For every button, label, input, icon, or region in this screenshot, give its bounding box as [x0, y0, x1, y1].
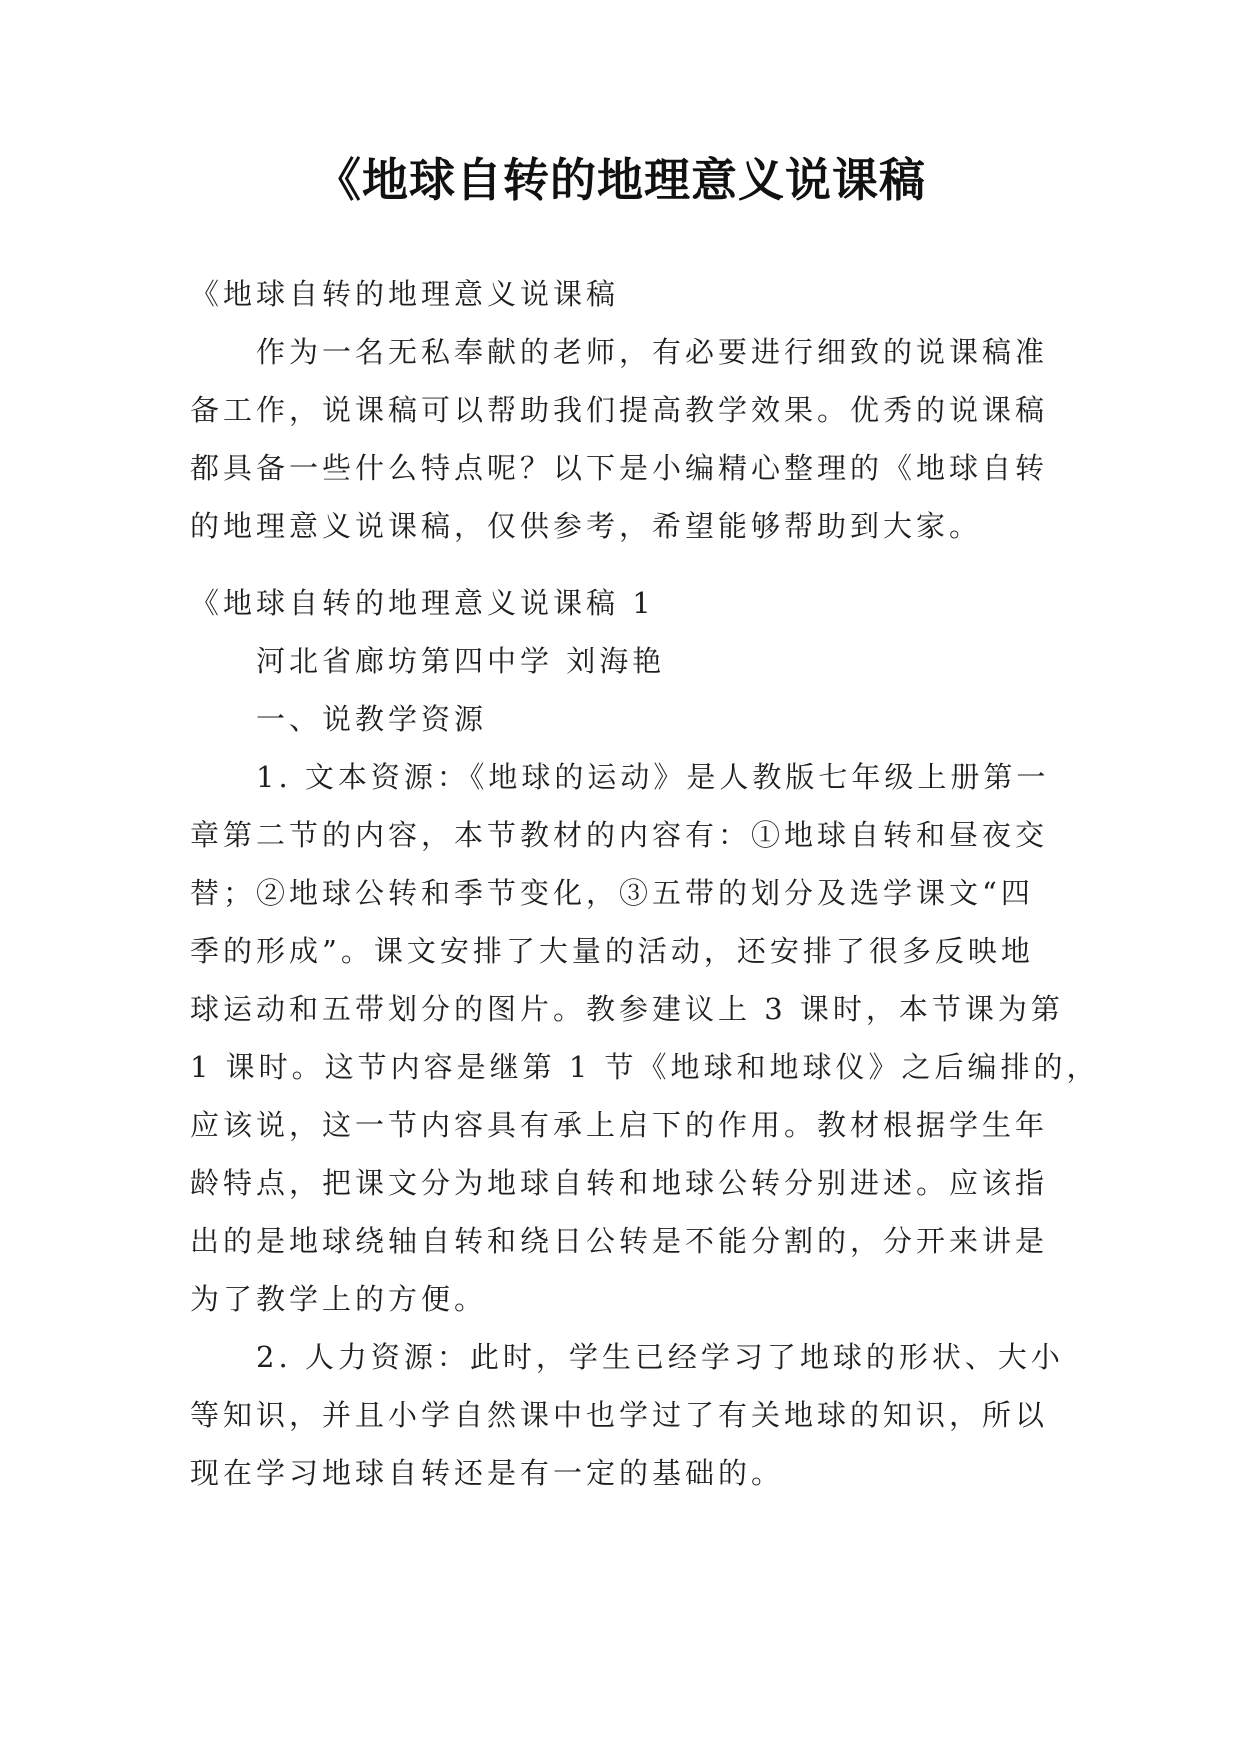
intro-line: 备工作，说课稿可以帮助我们提高教学效果。优秀的说课稿 — [190, 393, 1049, 427]
item1-line: 为了教学上的方便。 — [190, 1282, 488, 1316]
item1-line: 季的形成”。课文安排了大量的活动，还安排了很多反映地 — [190, 934, 1034, 968]
intro-block — [190, 265, 1055, 555]
item2-line: 现在学习地球自转还是有一定的基础的。 — [190, 1456, 785, 1490]
item1-line: 球运动和五带划分的图片。教参建议上 3 课时，本节课为第 — [190, 992, 1064, 1026]
section-heading: 《地球自转的地理意义说课稿 1 — [190, 586, 655, 620]
item1-line: 章第二节的内容，本节教材的内容有：①地球自转和昼夜交 — [190, 818, 1049, 852]
item1-line: 应该说，这一节内容具有承上启下的作用。教材根据学生年 — [190, 1108, 1049, 1142]
section-1 — [190, 574, 1100, 1502]
item2-line: 等知识，并且小学自然课中也学过了有关地球的知识，所以 — [190, 1398, 1049, 1432]
item2-line: 2. 人力资源：此时，学生已经学习了地球的形状、大小 — [256, 1340, 1064, 1374]
item1-line: 替；②地球公转和季节变化，③五带的划分及选学课文“四 — [190, 876, 1034, 910]
item1-line: 龄特点，把课文分为地球自转和地球公转分别进述。应该指 — [190, 1166, 1049, 1200]
intro-line: 的地理意义说课稿，仅供参考，希望能够帮助到大家。 — [190, 509, 983, 543]
intro-subtitle: 《地球自转的地理意义说课稿 — [190, 277, 620, 311]
document-title: 《地球自转的地理意义说课稿 — [315, 153, 926, 207]
intro-line: 作为一名无私奉献的老师，有必要进行细致的说课稿准 — [256, 335, 1049, 369]
item1-line: 出的是地球绕轴自转和绕日公转是不能分割的，分开来讲是 — [190, 1224, 1049, 1258]
item1-line: 1. 文本资源：《地球的运动》是人教版七年级上册第一 — [256, 760, 1050, 794]
intro-line: 都具备一些什么特点呢？以下是小编精心整理的《地球自转 — [190, 451, 1049, 485]
part-heading: 一、说教学资源 — [256, 702, 488, 736]
author-line: 河北省廊坊第四中学 刘海艳 — [256, 644, 666, 678]
item1-line: 1 课时。这节内容是继第 1 节《地球和地球仪》之后编排的， — [190, 1050, 1100, 1084]
